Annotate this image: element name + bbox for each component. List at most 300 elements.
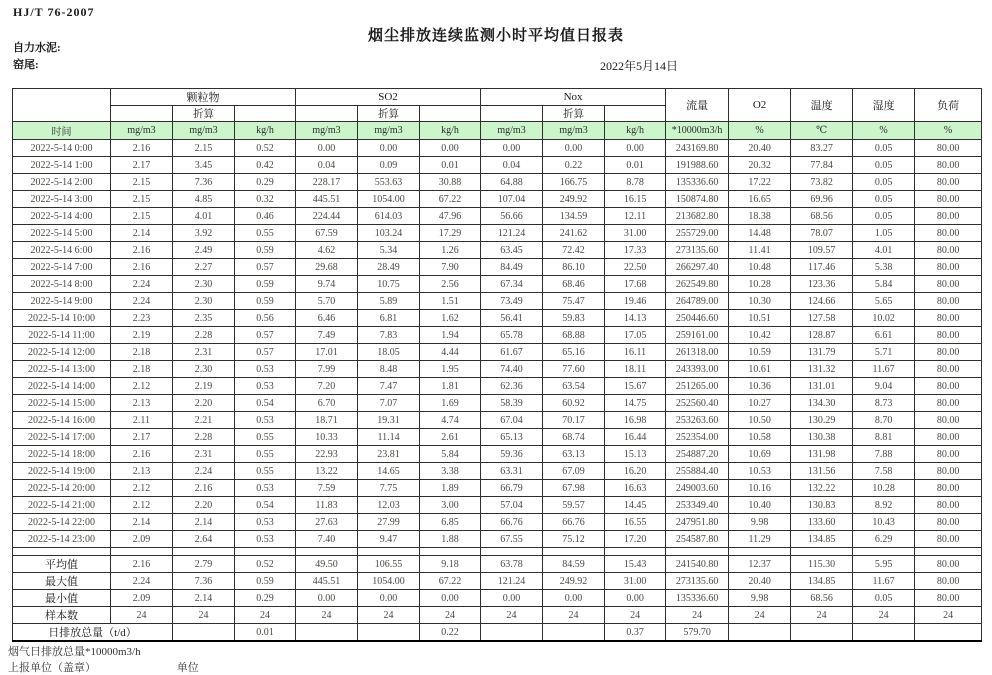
table-row bbox=[13, 242, 982, 259]
value-cell: 121.24 bbox=[481, 573, 543, 590]
table-row bbox=[13, 429, 982, 446]
value-cell: 16.44 bbox=[605, 429, 666, 446]
time-cell: 2022-5-14 9:00 bbox=[13, 293, 111, 310]
value-cell: 80.00 bbox=[915, 310, 982, 327]
unit-label: 单位 bbox=[176, 662, 199, 674]
value-cell: 2.16 bbox=[173, 480, 235, 497]
value-cell: 7.90 bbox=[420, 259, 481, 276]
value-cell: 262549.80 bbox=[666, 276, 729, 293]
value-cell: 5.38 bbox=[853, 259, 915, 276]
empty-cell bbox=[111, 106, 173, 122]
time-cell: 2022-5-14 15:00 bbox=[13, 395, 111, 412]
value-cell: 10.36 bbox=[729, 378, 791, 395]
value-cell: 2.17 bbox=[111, 157, 173, 174]
value-cell: 7.36 bbox=[173, 573, 235, 590]
value-cell: 228.17 bbox=[296, 174, 358, 191]
value-cell: 117.46 bbox=[791, 259, 853, 276]
value-cell: 4.74 bbox=[420, 412, 481, 429]
value-cell: 249003.60 bbox=[666, 480, 729, 497]
value-cell bbox=[173, 624, 235, 642]
value-cell: 10.16 bbox=[729, 480, 791, 497]
value-cell: 0.52 bbox=[235, 140, 296, 157]
value-cell: 22.93 bbox=[296, 446, 358, 463]
value-cell: 0.52 bbox=[235, 556, 296, 573]
value-cell: 124.66 bbox=[791, 293, 853, 310]
empty-cell bbox=[481, 548, 543, 556]
value-cell: 16.63 bbox=[605, 480, 666, 497]
table-row bbox=[13, 344, 982, 361]
value-cell: 0.04 bbox=[296, 157, 358, 174]
value-cell: 24 bbox=[420, 607, 481, 624]
value-cell: 0.00 bbox=[296, 140, 358, 157]
value-cell: 0.37 bbox=[605, 624, 666, 642]
table-row bbox=[13, 446, 982, 463]
value-cell: 10.58 bbox=[729, 429, 791, 446]
value-cell: 77.84 bbox=[791, 157, 853, 174]
daily-total-label: 日排放总量（t/d） bbox=[13, 624, 173, 642]
value-cell: 7.07 bbox=[358, 395, 420, 412]
value-cell: 259161.00 bbox=[666, 327, 729, 344]
value-cell: 131.79 bbox=[791, 344, 853, 361]
value-cell: 6.85 bbox=[420, 514, 481, 531]
value-cell: 0.42 bbox=[235, 157, 296, 174]
value-cell: 7.40 bbox=[296, 531, 358, 548]
value-cell: 63.45 bbox=[481, 242, 543, 259]
value-cell: 0.53 bbox=[235, 378, 296, 395]
table-row bbox=[13, 463, 982, 480]
table-row bbox=[13, 225, 982, 242]
value-cell: 249.92 bbox=[543, 191, 605, 208]
value-cell: 0.01 bbox=[235, 624, 296, 642]
value-cell: 6.61 bbox=[853, 327, 915, 344]
value-cell: 2.35 bbox=[173, 310, 235, 327]
value-cell: 4.85 bbox=[173, 191, 235, 208]
value-cell: 2.19 bbox=[111, 327, 173, 344]
value-cell: 0.53 bbox=[235, 514, 296, 531]
value-cell: 8.70 bbox=[853, 412, 915, 429]
value-cell: 56.66 bbox=[481, 208, 543, 225]
time-cell: 2022-5-14 1:00 bbox=[13, 157, 111, 174]
value-cell: 17.05 bbox=[605, 327, 666, 344]
value-cell: 3.38 bbox=[420, 463, 481, 480]
value-cell: 134.59 bbox=[543, 208, 605, 225]
value-cell: 80.00 bbox=[915, 157, 982, 174]
value-cell: 264789.00 bbox=[666, 293, 729, 310]
empty-cell bbox=[666, 548, 729, 556]
value-cell: 1.81 bbox=[420, 378, 481, 395]
time-cell: 2022-5-14 17:00 bbox=[13, 429, 111, 446]
empty-cell bbox=[13, 548, 111, 556]
value-cell: 1.95 bbox=[420, 361, 481, 378]
value-cell: 0.59 bbox=[235, 276, 296, 293]
value-cell: 2.09 bbox=[111, 590, 173, 607]
time-cell: 2022-5-14 23:00 bbox=[13, 531, 111, 548]
value-cell: 2.15 bbox=[111, 208, 173, 225]
value-cell: 5.89 bbox=[358, 293, 420, 310]
value-cell: 0.05 bbox=[853, 590, 915, 607]
value-cell: 10.28 bbox=[729, 276, 791, 293]
value-cell: 2.16 bbox=[111, 242, 173, 259]
value-cell: 6.81 bbox=[358, 310, 420, 327]
value-cell: 80.00 bbox=[915, 556, 982, 573]
value-cell: 0.57 bbox=[235, 259, 296, 276]
value-cell: 16.20 bbox=[605, 463, 666, 480]
value-cell: 86.10 bbox=[543, 259, 605, 276]
value-cell: 261318.00 bbox=[666, 344, 729, 361]
value-cell: 224.44 bbox=[296, 208, 358, 225]
value-cell: 28.49 bbox=[358, 259, 420, 276]
value-cell: 11.67 bbox=[853, 573, 915, 590]
value-cell: 67.34 bbox=[481, 276, 543, 293]
unit-cell: mg/m3 bbox=[481, 122, 543, 140]
table-row bbox=[13, 531, 982, 548]
unit-cell: mg/m3 bbox=[111, 122, 173, 140]
value-cell: 18.71 bbox=[296, 412, 358, 429]
value-cell: 24 bbox=[791, 607, 853, 624]
value-cell: 9.18 bbox=[420, 556, 481, 573]
time-cell: 2022-5-14 11:00 bbox=[13, 327, 111, 344]
value-cell: 68.56 bbox=[791, 208, 853, 225]
value-cell: 67.55 bbox=[481, 531, 543, 548]
value-cell: 8.48 bbox=[358, 361, 420, 378]
value-cell: 16.11 bbox=[605, 344, 666, 361]
value-cell: 121.24 bbox=[481, 225, 543, 242]
unit-cell: ℃ bbox=[791, 122, 853, 140]
value-cell: 132.22 bbox=[791, 480, 853, 497]
value-cell: 17.22 bbox=[729, 174, 791, 191]
value-cell: 2.12 bbox=[111, 378, 173, 395]
value-cell: 14.45 bbox=[605, 497, 666, 514]
value-cell: 80.00 bbox=[915, 293, 982, 310]
value-cell: 253349.40 bbox=[666, 497, 729, 514]
value-cell: 0.00 bbox=[420, 590, 481, 607]
value-cell: 11.14 bbox=[358, 429, 420, 446]
value-cell: 80.00 bbox=[915, 429, 982, 446]
value-cell: 9.98 bbox=[729, 514, 791, 531]
table-row bbox=[13, 395, 982, 412]
empty-cell bbox=[420, 548, 481, 556]
value-cell: 134.85 bbox=[791, 573, 853, 590]
table-row bbox=[13, 140, 982, 157]
value-cell: 2.30 bbox=[173, 293, 235, 310]
value-cell: 0.00 bbox=[296, 590, 358, 607]
value-cell: 80.00 bbox=[915, 590, 982, 607]
value-cell: 10.42 bbox=[729, 327, 791, 344]
spacer-row bbox=[13, 548, 982, 556]
value-cell: 20.40 bbox=[729, 140, 791, 157]
value-cell: 8.78 bbox=[605, 174, 666, 191]
value-cell: 103.24 bbox=[358, 225, 420, 242]
value-cell: 127.58 bbox=[791, 310, 853, 327]
empty-cell bbox=[481, 106, 543, 122]
value-cell: 0.54 bbox=[235, 395, 296, 412]
table-row bbox=[13, 157, 982, 174]
value-cell: 17.01 bbox=[296, 344, 358, 361]
footer-total-note: 烟气日排放总量*10000m3/h bbox=[8, 646, 141, 658]
value-cell: 0.29 bbox=[235, 590, 296, 607]
value-cell: 24 bbox=[666, 607, 729, 624]
value-cell: 2.15 bbox=[173, 140, 235, 157]
value-cell: 251265.00 bbox=[666, 378, 729, 395]
value-cell: 67.22 bbox=[420, 573, 481, 590]
value-cell: 15.43 bbox=[605, 556, 666, 573]
value-cell: 24 bbox=[729, 607, 791, 624]
value-cell: 80.00 bbox=[915, 225, 982, 242]
value-cell: 67.09 bbox=[543, 463, 605, 480]
page-title: 烟尘排放连续监测小时平均值日报表 bbox=[367, 28, 624, 44]
value-cell: 1.69 bbox=[420, 395, 481, 412]
table-row bbox=[13, 276, 982, 293]
value-cell: 72.42 bbox=[543, 242, 605, 259]
value-cell: 23.81 bbox=[358, 446, 420, 463]
value-cell: 10.50 bbox=[729, 412, 791, 429]
value-cell: 1.26 bbox=[420, 242, 481, 259]
unit-cell: kg/h bbox=[605, 122, 666, 140]
value-cell: 0.59 bbox=[235, 573, 296, 590]
time-cell: 2022-5-14 18:00 bbox=[13, 446, 111, 463]
value-cell: 13.22 bbox=[296, 463, 358, 480]
value-cell: 1.94 bbox=[420, 327, 481, 344]
value-cell: 80.00 bbox=[915, 480, 982, 497]
value-cell: 17.29 bbox=[420, 225, 481, 242]
value-cell: 16.98 bbox=[605, 412, 666, 429]
value-cell: 0.53 bbox=[235, 531, 296, 548]
value-cell: 0.22 bbox=[420, 624, 481, 642]
value-cell: 68.74 bbox=[543, 429, 605, 446]
value-cell: 10.43 bbox=[853, 514, 915, 531]
value-cell: 18.11 bbox=[605, 361, 666, 378]
time-cell: 2022-5-14 12:00 bbox=[13, 344, 111, 361]
value-cell: 62.36 bbox=[481, 378, 543, 395]
value-cell: 7.36 bbox=[173, 174, 235, 191]
unit-cell: mg/m3 bbox=[543, 122, 605, 140]
value-cell: 24 bbox=[235, 607, 296, 624]
value-cell: 0.05 bbox=[853, 157, 915, 174]
group-header-so2: SO2 bbox=[296, 89, 481, 106]
empty-cell bbox=[296, 106, 358, 122]
value-cell: 68.46 bbox=[543, 276, 605, 293]
conversion-label: 折算 bbox=[543, 106, 605, 122]
value-cell: 69.96 bbox=[791, 191, 853, 208]
value-cell: 63.13 bbox=[543, 446, 605, 463]
empty-cell bbox=[605, 548, 666, 556]
value-cell: 10.59 bbox=[729, 344, 791, 361]
value-cell: 80.00 bbox=[915, 242, 982, 259]
value-cell: 131.56 bbox=[791, 463, 853, 480]
unit-cell: mg/m3 bbox=[173, 122, 235, 140]
value-cell: 2.30 bbox=[173, 361, 235, 378]
value-cell: 67.59 bbox=[296, 225, 358, 242]
value-cell: 5.71 bbox=[853, 344, 915, 361]
value-cell: 24 bbox=[173, 607, 235, 624]
value-cell: 0.04 bbox=[481, 157, 543, 174]
value-cell: 1.88 bbox=[420, 531, 481, 548]
value-cell: 131.01 bbox=[791, 378, 853, 395]
value-cell: 59.57 bbox=[543, 497, 605, 514]
value-cell bbox=[729, 624, 791, 642]
value-cell: 1.05 bbox=[853, 225, 915, 242]
header-group-row bbox=[13, 89, 982, 106]
value-cell: 5.65 bbox=[853, 293, 915, 310]
value-cell: 2.18 bbox=[111, 361, 173, 378]
value-cell: 0.05 bbox=[853, 191, 915, 208]
value-cell: 20.40 bbox=[729, 573, 791, 590]
value-cell: 5.34 bbox=[358, 242, 420, 259]
time-cell: 2022-5-14 13:00 bbox=[13, 361, 111, 378]
value-cell: 77.60 bbox=[543, 361, 605, 378]
value-cell: 70.17 bbox=[543, 412, 605, 429]
value-cell: 0.55 bbox=[235, 446, 296, 463]
value-cell: 63.54 bbox=[543, 378, 605, 395]
value-cell: 0.57 bbox=[235, 344, 296, 361]
empty-cell bbox=[296, 548, 358, 556]
value-cell: 130.29 bbox=[791, 412, 853, 429]
value-cell: 0.32 bbox=[235, 191, 296, 208]
value-cell: 0.00 bbox=[481, 140, 543, 157]
value-cell: 0.29 bbox=[235, 174, 296, 191]
kiln-label: 窑尾: bbox=[13, 59, 39, 71]
value-cell: 9.98 bbox=[729, 590, 791, 607]
value-cell: 56.41 bbox=[481, 310, 543, 327]
value-cell: 80.00 bbox=[915, 344, 982, 361]
value-cell: 2.11 bbox=[111, 412, 173, 429]
value-cell: 191988.60 bbox=[666, 157, 729, 174]
value-cell: 2.30 bbox=[173, 276, 235, 293]
value-cell: 59.36 bbox=[481, 446, 543, 463]
value-cell: 254887.20 bbox=[666, 446, 729, 463]
empty-cell bbox=[235, 548, 296, 556]
value-cell: 253263.60 bbox=[666, 412, 729, 429]
value-cell: 2.23 bbox=[111, 310, 173, 327]
value-cell: 84.49 bbox=[481, 259, 543, 276]
daily-total-row bbox=[13, 624, 982, 642]
value-cell: 80.00 bbox=[915, 497, 982, 514]
value-cell: 59.83 bbox=[543, 310, 605, 327]
value-cell: 2.09 bbox=[111, 531, 173, 548]
time-cell: 2022-5-14 7:00 bbox=[13, 259, 111, 276]
value-cell: 106.55 bbox=[358, 556, 420, 573]
value-cell: 445.51 bbox=[296, 191, 358, 208]
value-cell: 14.75 bbox=[605, 395, 666, 412]
summary-label: 样本数 bbox=[13, 607, 111, 624]
value-cell: 4.44 bbox=[420, 344, 481, 361]
value-cell: 579.70 bbox=[666, 624, 729, 642]
summary-label: 最大值 bbox=[13, 573, 111, 590]
value-cell: 80.00 bbox=[915, 259, 982, 276]
value-cell: 24 bbox=[543, 607, 605, 624]
value-cell: 130.83 bbox=[791, 497, 853, 514]
value-cell: 30.88 bbox=[420, 174, 481, 191]
value-cell: 67.98 bbox=[543, 480, 605, 497]
value-cell: 241540.80 bbox=[666, 556, 729, 573]
value-cell: 66.76 bbox=[481, 514, 543, 531]
value-cell: 67.22 bbox=[420, 191, 481, 208]
value-cell bbox=[543, 624, 605, 642]
time-cell: 2022-5-14 19:00 bbox=[13, 463, 111, 480]
value-cell: 0.00 bbox=[481, 590, 543, 607]
value-cell: 29.68 bbox=[296, 259, 358, 276]
value-cell: 7.88 bbox=[853, 446, 915, 463]
value-cell: 2.14 bbox=[111, 514, 173, 531]
value-cell: 2.15 bbox=[111, 191, 173, 208]
value-cell: 109.57 bbox=[791, 242, 853, 259]
unit-cell: mg/m3 bbox=[358, 122, 420, 140]
value-cell: 15.13 bbox=[605, 446, 666, 463]
value-cell: 123.36 bbox=[791, 276, 853, 293]
value-cell: 266297.40 bbox=[666, 259, 729, 276]
value-cell: 0.53 bbox=[235, 361, 296, 378]
value-cell: 2.14 bbox=[173, 514, 235, 531]
value-cell: 24 bbox=[358, 607, 420, 624]
value-cell bbox=[791, 624, 853, 642]
value-cell: 0.46 bbox=[235, 208, 296, 225]
table-row bbox=[13, 310, 982, 327]
unit-cell: kg/h bbox=[235, 122, 296, 140]
value-cell: 2.61 bbox=[420, 429, 481, 446]
value-cell: 80.00 bbox=[915, 327, 982, 344]
value-cell: 7.59 bbox=[296, 480, 358, 497]
value-cell: 2.31 bbox=[173, 344, 235, 361]
value-cell: 1.51 bbox=[420, 293, 481, 310]
value-cell: 7.49 bbox=[296, 327, 358, 344]
value-cell: 10.28 bbox=[853, 480, 915, 497]
value-cell: 80.00 bbox=[915, 378, 982, 395]
value-cell: 80.00 bbox=[915, 446, 982, 463]
time-cell: 2022-5-14 14:00 bbox=[13, 378, 111, 395]
value-cell: 2.21 bbox=[173, 412, 235, 429]
value-cell: 0.01 bbox=[420, 157, 481, 174]
value-cell: 15.67 bbox=[605, 378, 666, 395]
empty-cell bbox=[543, 548, 605, 556]
value-cell: 4.01 bbox=[853, 242, 915, 259]
value-cell: 16.55 bbox=[605, 514, 666, 531]
conversion-label: 折算 bbox=[173, 106, 235, 122]
value-cell: 65.16 bbox=[543, 344, 605, 361]
value-cell: 10.02 bbox=[853, 310, 915, 327]
report-table bbox=[12, 88, 982, 642]
time-cell: 2022-5-14 16:00 bbox=[13, 412, 111, 429]
conversion-label: 折算 bbox=[358, 106, 420, 122]
value-cell: 10.61 bbox=[729, 361, 791, 378]
value-cell: 3.00 bbox=[420, 497, 481, 514]
value-cell: 2.15 bbox=[111, 174, 173, 191]
value-cell: 14.48 bbox=[729, 225, 791, 242]
value-cell: 5.84 bbox=[420, 446, 481, 463]
value-cell: 2.14 bbox=[173, 590, 235, 607]
value-cell bbox=[358, 624, 420, 642]
value-cell: 2.17 bbox=[111, 429, 173, 446]
value-cell: 6.29 bbox=[853, 531, 915, 548]
value-cell: 2.16 bbox=[111, 140, 173, 157]
value-cell: 75.12 bbox=[543, 531, 605, 548]
value-cell: 19.31 bbox=[358, 412, 420, 429]
standard-number: HJ/T 76-2007 bbox=[13, 5, 95, 19]
empty-cell bbox=[111, 548, 173, 556]
empty-cell bbox=[358, 548, 420, 556]
value-cell: 80.00 bbox=[915, 140, 982, 157]
table-row bbox=[13, 412, 982, 429]
value-cell: 2.13 bbox=[111, 395, 173, 412]
value-cell: 0.56 bbox=[235, 310, 296, 327]
value-cell bbox=[481, 624, 543, 642]
value-cell: 80.00 bbox=[915, 276, 982, 293]
value-cell: 6.70 bbox=[296, 395, 358, 412]
value-cell: 2.24 bbox=[111, 573, 173, 590]
header-temperature: 温度 bbox=[791, 89, 853, 122]
empty-cell bbox=[915, 548, 982, 556]
value-cell: 12.03 bbox=[358, 497, 420, 514]
value-cell: 10.75 bbox=[358, 276, 420, 293]
